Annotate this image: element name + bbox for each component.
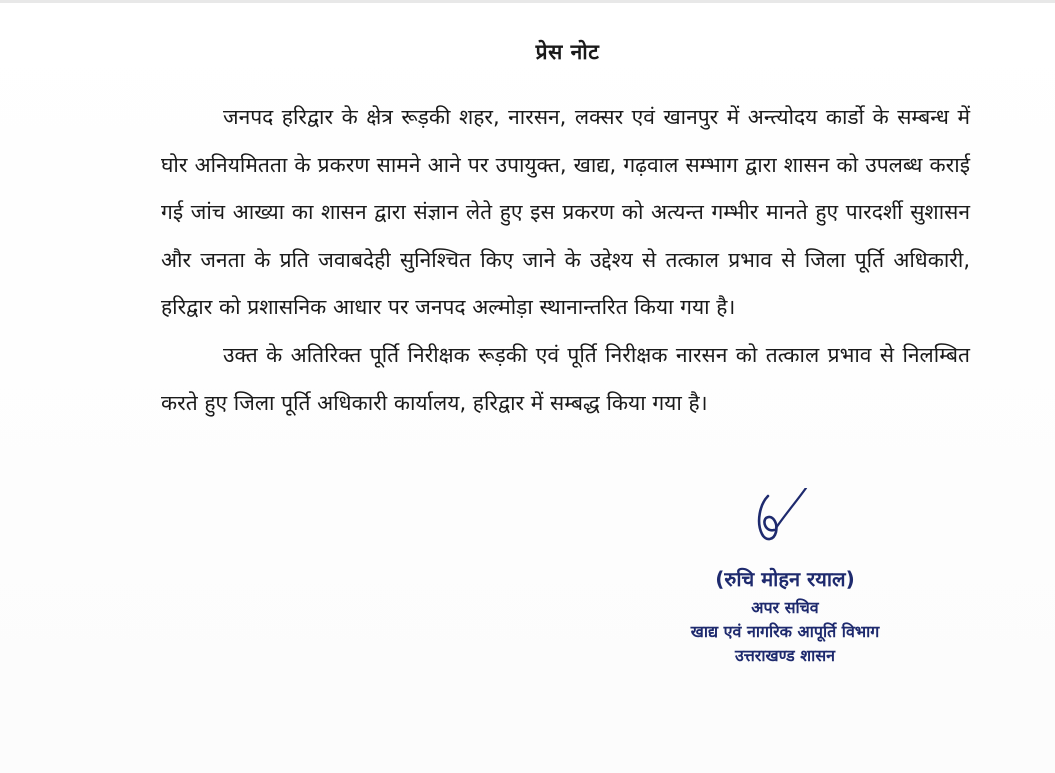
signature-block xyxy=(640,562,930,668)
signatory-designation: अपर सचिव xyxy=(751,598,819,617)
signatory-government: उत्तराखण्ड शासन xyxy=(734,646,836,665)
paragraph-2: उक्त के अतिरिक्त पूर्ति निरीक्षक रूड़की एवं पूर्ति निरीक्षक नारसन को तत्काल प्रभाव से निलम्बित करते हुए जिला पूर्ति अधिकारी कार्यालय, हरिद्वार में सम्बद्ध किया गया है। xyxy=(161,342,970,415)
document-title: प्रेस नोट xyxy=(535,40,600,64)
signatory-department: खाद्य एवं नागरिक आपूर्ति विभाग xyxy=(690,622,880,641)
document-body xyxy=(161,94,970,427)
signatory-name: (रुचि मोहन रयाल) xyxy=(715,567,855,591)
paragraph-1: जनपद हरिद्वार के क्षेत्र रूड़की शहर, नारसन, लक्सर एवं खानपुर में अन्त्योदय कार्डो के सम्बन्ध में घोर अनियमितता के प्रकरण सामने आने पर उपायुक्त, खाद्य, गढ़वाल सम्भाग द्वारा शासन को उपलब्ध कराई गई जांच आख्या का शासन द्वारा संज्ञान लेते हुए इस प्रकरण को अत्यन्त गम्भीर मानते हुए पारदर्शी सुशासन और जनता के प्रति जवाबदेही सुनिश्चित किए जाने के उद्देश्य से तत्काल प्रभाव से जिला पूर्ति अधिकारी, हरिद्वार को प्रशासनिक आधार पर जनपद अल्मोड़ा स्थानान्तरित किया गया है। xyxy=(161,105,970,320)
page-top-edge xyxy=(0,0,1055,3)
handwritten-signature xyxy=(740,488,810,558)
